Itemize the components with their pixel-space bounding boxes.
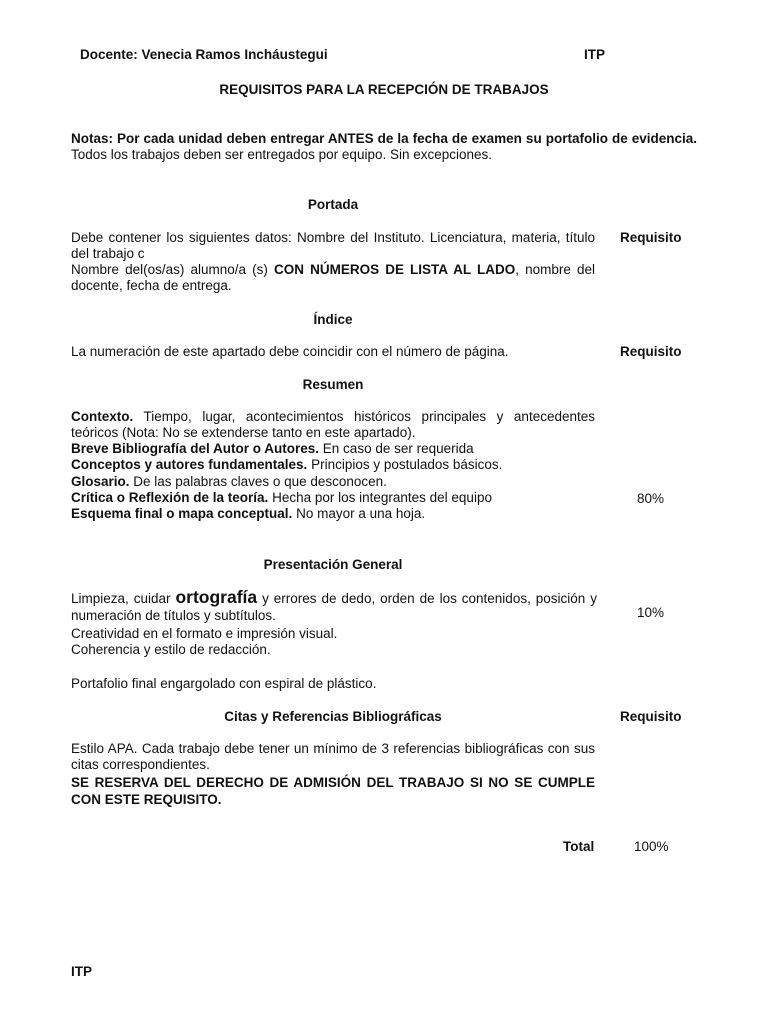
indice-heading: Índice — [313, 312, 353, 327]
citas-score: Requisito — [620, 709, 682, 724]
resumen-item-contexto — [71, 409, 595, 441]
resumen-item-text: Hecha por los integrantes del equipo — [268, 489, 492, 505]
page-title: REQUISITOS PARA LA RECEPCIÓN DE TRABAJOS — [219, 82, 549, 97]
resumen-item-label: Esquema final o mapa conceptual. — [71, 506, 293, 522]
presentacion-line-4: Portafolio final engargolado con espiral de plástico. — [71, 676, 377, 691]
total-value: 100% — [634, 839, 669, 854]
resumen-item-text: En caso de ser requerida — [319, 441, 474, 456]
portada-score: Requisito — [620, 230, 682, 245]
header-institution: ITP — [584, 47, 606, 62]
notes-paragraph — [71, 131, 697, 163]
presentacion-line-1a: Limpieza, cuidar — [71, 591, 176, 606]
footer-institution: ITP — [71, 964, 93, 979]
resumen-item-text: De las palabras claves o que desconocen. — [129, 473, 387, 489]
presentacion-line-1c: y errores de dedo, orden de los contenidos, posición y numeración de títulos y subtítulos. — [71, 591, 597, 623]
resumen-item-bibliografia — [71, 441, 595, 457]
portada-text-2c: , nombre del docente, fecha de entrega. — [71, 262, 595, 293]
presentacion-heading: Presentación General — [263, 557, 403, 572]
notes-text: Todos los trabajos deben ser entregados por equipo. Sin excepciones. — [71, 147, 493, 162]
resumen-item-esquema — [71, 506, 595, 522]
citas-text: Estilo APA. Cada trabajo debe tener un mínimo de 3 referencias bibliográficas con sus citas correspondientes. — [71, 741, 595, 772]
citas-warning: SE RESERVA DEL DERECHO DE ADMISIÓN DEL TRABAJO SI NO SE CUMPLE CON ESTE REQUISITO. — [71, 775, 595, 807]
resumen-item-label: Crítica o Reflexión de la teoría. — [71, 489, 269, 505]
resumen-list — [71, 409, 595, 522]
resumen-item-text: Tiempo, lugar, acontecimientos históricos principales y antecedentes teóricos (Nota: No se extenderse tanto en este apartado). — [71, 409, 595, 440]
resumen-item-glosario — [71, 474, 595, 490]
indice-score: Requisito — [620, 344, 682, 359]
resumen-item-label: Breve Bibliografía del Autor o Autores. — [71, 441, 320, 456]
teacher-name: Docente: Venecia Ramos Incháustegui — [80, 47, 328, 62]
portada-text-2a: Nombre del(os/as) alumno/a (s) — [71, 262, 274, 277]
portada-text-1: Debe contener los siguientes datos: Nombre del Instituto. Licenciatura, materia, título del trabajo c — [71, 230, 595, 261]
indice-text: La numeración de este apartado debe coincidir con el número de página. — [71, 344, 509, 359]
resumen-score: 80% — [637, 491, 665, 506]
resumen-item-label: Glosario. — [71, 473, 130, 489]
resumen-item-critica — [71, 490, 595, 506]
notes-bold: Notas: Por cada unidad deben entregar ANTES de la fecha de examen su portafolio de evidencia. — [71, 131, 697, 146]
presentacion-emphasis: ortografía — [175, 587, 258, 607]
resumen-item-text: Principios y postulados básicos. — [307, 457, 503, 473]
resumen-item-label: Conceptos y autores fundamentales. — [71, 457, 308, 473]
presentacion-line-1 — [71, 589, 597, 624]
portada-text-2-bold: CON NÚMEROS DE LISTA AL LADO — [273, 262, 516, 277]
presentacion-line-2: Creatividad en el formato e impresión visual. — [71, 626, 338, 641]
resumen-item-label: Contexto. — [71, 409, 134, 424]
citas-heading: Citas y Referencias Bibliográficas — [224, 709, 442, 724]
resumen-heading: Resumen — [302, 377, 364, 392]
resumen-item-text: No mayor a una hoja. — [292, 506, 426, 522]
total-label: Total — [563, 839, 595, 854]
portada-text-2 — [71, 262, 595, 294]
resumen-item-conceptos — [71, 457, 595, 473]
presentacion-score: 10% — [637, 605, 665, 620]
portada-heading: Portada — [307, 197, 359, 212]
presentacion-line-3: Coherencia y estilo de redacción. — [71, 642, 271, 657]
